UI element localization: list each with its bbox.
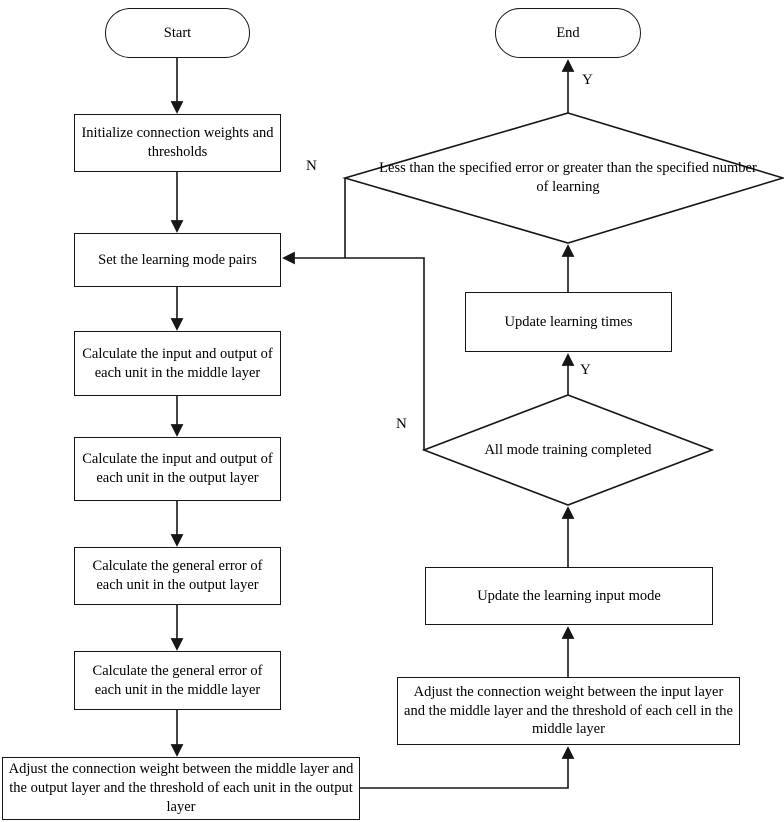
node-end — [495, 8, 641, 58]
node-error-middle-label: Calculate the general error of each unit in the middle layer — [92, 662, 263, 698]
node-update-input-mode-label: Update the learning input mode — [477, 587, 661, 604]
node-calc-output-io — [74, 437, 281, 501]
node-error-output-label: Calculate the general error of each unit in the output layer — [92, 558, 263, 593]
branch-label-all-modes-no: N — [396, 416, 407, 432]
node-set-learning-pairs-label: Set the learning mode pairs — [98, 251, 257, 268]
node-calc-output-io-label: Calculate the input and output of each unit in the output layer — [82, 451, 273, 486]
branch-label-error-check-yes: Y — [582, 72, 593, 88]
branch-label-all-modes-yes: Y — [580, 362, 591, 378]
node-adjust-middle-output — [2, 757, 360, 820]
connector-adjustmiddle-to-adjustinput — [360, 748, 568, 788]
node-error-middle — [74, 651, 281, 710]
node-adjust-middle-output-label: Adjust the connection weight between the middle layer and the output layer and the threshold of each unit in the output layer — [8, 761, 354, 815]
node-update-times-label: Update learning times — [504, 313, 633, 330]
node-adjust-input-middle-label: Adjust the connection weight between the input layer and the middle layer and the threshold of each cell in the middle layer — [404, 683, 733, 738]
node-start — [105, 8, 250, 58]
node-error-output — [74, 547, 281, 605]
branch-label-error-check-no: N — [306, 158, 317, 174]
error-check-text: Less than the specified error or greater than the specified number of learning — [379, 160, 757, 195]
node-set-learning-pairs — [74, 233, 281, 287]
node-calc-middle-io-label: Calculate the input and output of each unit in the middle layer — [82, 345, 273, 381]
all-modes-done-text: All mode training completed — [484, 441, 652, 458]
node-end-label: End — [556, 24, 580, 41]
node-calc-middle-io — [74, 331, 281, 396]
node-error-check-label — [373, 146, 763, 210]
node-adjust-input-middle — [397, 677, 740, 745]
node-initialize-weights-label: Initialize connection weights and thresholds — [81, 125, 274, 160]
node-all-modes-done-label — [448, 435, 688, 465]
node-update-times — [465, 292, 672, 352]
node-update-input-mode — [425, 567, 713, 625]
node-start-label: Start — [163, 24, 192, 41]
node-initialize-weights — [74, 114, 281, 172]
